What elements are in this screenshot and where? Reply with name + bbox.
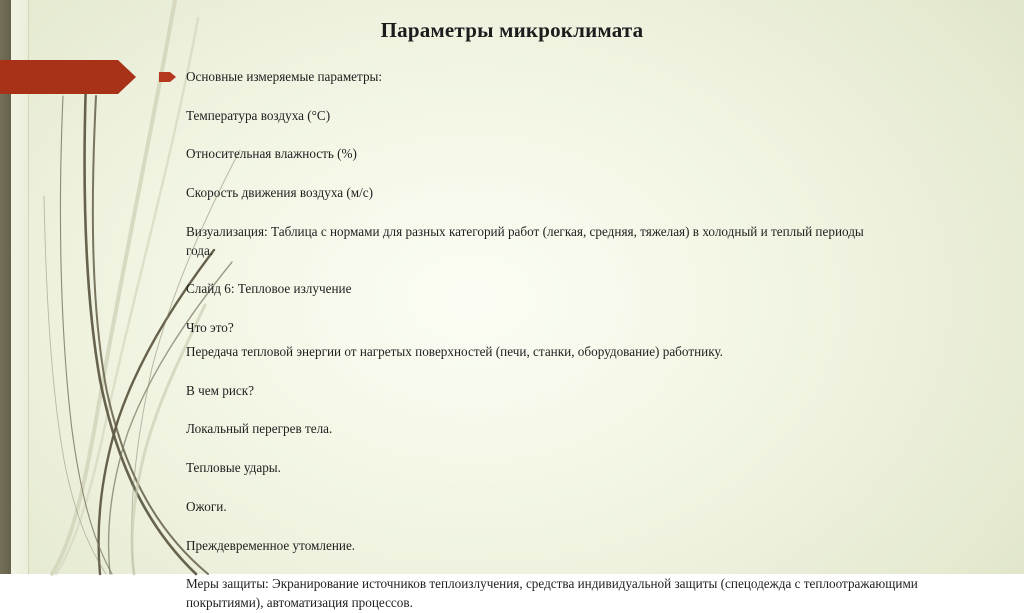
paragraph-burns: Ожоги.	[186, 498, 227, 514]
paragraph-what-risk: В чем риск?	[186, 382, 254, 398]
page-title: Параметры микроклимата	[380, 18, 644, 42]
paragraph-heat-strokes: Тепловые удары.	[186, 460, 281, 476]
paragraph-intro: Основные измеряемые параметры:	[186, 69, 383, 84]
paragraph-heat-transfer: Передача тепловой энергии от нагретых поверхностей (печи, станки, оборудование) работнику.	[186, 343, 723, 359]
paragraph-protective-measures: Меры защиты: Экранирование источников теплоизлучения, средства индивидуальной защиты (спецодежда с теплоотражающими покрытиями), автоматизация процессов.	[186, 576, 918, 611]
slide-body	[186, 68, 918, 613]
paragraph-early-fatigue: Преждевременное утомление.	[186, 537, 356, 553]
red-arrow-banner	[0, 60, 136, 94]
paragraph-local-overheating: Локальный перегрев тела.	[186, 421, 333, 437]
paragraph-visualization: Визуализация: Таблица с нормами для разных категорий работ (легкая, средняя, тяжелая) в холодный и теплый периоды года.	[186, 223, 864, 258]
red-arrow-bullet-icon	[159, 71, 176, 83]
paragraph-slide6-heading: Слайд 6: Тепловое излучение	[186, 281, 352, 297]
paragraph-humidity: Относительная влажность (%)	[186, 146, 357, 162]
paragraph-air-speed: Скорость движения воздуха (м/с)	[186, 185, 374, 201]
paragraph-temperature: Температура воздуха (°C)	[186, 107, 331, 123]
paragraph-what-is-it: Что это?	[186, 320, 234, 336]
